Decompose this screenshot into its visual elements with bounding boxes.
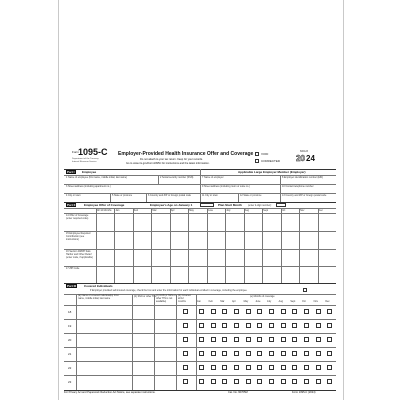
month-coverage-checkbox[interactable] [234, 337, 239, 342]
part2-row-label: 16 Section 4980H Safe Harbor and Other Relief (enter code, if applicable) [66, 250, 93, 259]
part1-divider [200, 169, 201, 202]
part2-entry-cell[interactable] [208, 232, 224, 246]
month-coverage-checkbox[interactable] [269, 365, 274, 370]
month-coverage-checkbox[interactable] [199, 365, 204, 370]
part3-month-june: June [255, 300, 261, 303]
month-coverage-checkbox[interactable] [281, 365, 286, 370]
part2-month-apr: Apr [170, 209, 175, 212]
part2-month-sept: Sept [263, 209, 269, 212]
part2-entry-cell[interactable] [97, 214, 113, 228]
month-coverage-checkbox[interactable] [316, 323, 321, 328]
part3-row-number: 22 [68, 366, 72, 370]
form-subtitle-2: Go to www.irs.gov/Form1095C for instructions and the latest information. [126, 162, 210, 165]
part3-row-rule [64, 319, 336, 320]
part2-month-oct: Oct [281, 209, 286, 212]
part2-month-july: July [226, 209, 231, 212]
part2-entry-cell[interactable] [319, 250, 335, 264]
part1-label: Part I [67, 170, 75, 174]
month-coverage-checkbox[interactable] [304, 309, 309, 314]
part2-entry-cell[interactable] [319, 232, 335, 246]
field-2: 2 Social security number (SSN) [160, 176, 194, 179]
covered-all-12-checkbox[interactable] [183, 309, 188, 314]
month-coverage-checkbox[interactable] [234, 379, 239, 384]
covered-all-12-checkbox[interactable] [183, 337, 188, 342]
field-5: 5 State or province [112, 194, 133, 197]
part3-month-jan: Jan [197, 300, 201, 303]
covered-all-12-checkbox[interactable] [183, 379, 188, 384]
month-coverage-checkbox[interactable] [316, 351, 321, 356]
month-coverage-checkbox[interactable] [327, 351, 332, 356]
col-b-header: (b) SSN or other TIN [134, 295, 156, 298]
covered-all-12-checkbox[interactable] [183, 365, 188, 370]
age-input[interactable] [200, 203, 214, 207]
part3-row-rule [64, 333, 336, 334]
month-coverage-checkbox[interactable] [222, 309, 227, 314]
part2-label: Part II [67, 203, 76, 207]
part2-entry-cell[interactable] [263, 250, 279, 264]
part2-entry-cell[interactable] [300, 267, 316, 281]
plan-start-note: (enter 2-digit number): [248, 203, 272, 207]
month-coverage-checkbox[interactable] [269, 323, 274, 328]
part2-entry-cell[interactable] [115, 214, 131, 228]
part2-entry-cell[interactable] [97, 267, 113, 281]
part3-note: If Employer provided self-insured coverage, check the box and enter the information for each individual enrolled in coverage, including the employee. [90, 289, 248, 292]
month-coverage-checkbox[interactable] [269, 379, 274, 384]
month-coverage-checkbox[interactable] [211, 323, 216, 328]
part2-entry-cell[interactable] [208, 214, 224, 228]
part2-entry-cell[interactable] [171, 250, 187, 264]
part2-entry-cell[interactable] [282, 250, 298, 264]
part3-row-rule [64, 361, 336, 362]
month-coverage-checkbox[interactable] [281, 351, 286, 356]
part2-entry-cell[interactable] [134, 232, 150, 246]
month-coverage-checkbox[interactable] [199, 379, 204, 384]
col-e-header: (e) Months of coverage [250, 295, 275, 298]
part2-entry-cell[interactable] [189, 214, 205, 228]
part3-row-number: 23 [68, 380, 72, 384]
part2-entry-cell[interactable] [245, 232, 261, 246]
month-coverage-checkbox[interactable] [257, 351, 262, 356]
void-label: VOID [261, 152, 269, 156]
year-suffix: 24 [306, 154, 315, 163]
month-coverage-checkbox[interactable] [292, 323, 297, 328]
part3-month-nov: Nov [313, 300, 318, 303]
cat-number: Cat. No. 60705M [228, 391, 248, 394]
month-coverage-checkbox[interactable] [211, 309, 216, 314]
cell-divider [110, 193, 111, 202]
month-coverage-checkbox[interactable] [269, 351, 274, 356]
month-coverage-checkbox[interactable] [269, 337, 274, 342]
month-coverage-checkbox[interactable] [292, 337, 297, 342]
month-coverage-checkbox[interactable] [304, 365, 309, 370]
col-d-header: (d) Covered all 12 months [178, 294, 191, 303]
part2-entry-cell[interactable] [245, 267, 261, 281]
month-coverage-checkbox[interactable] [292, 309, 297, 314]
month-coverage-checkbox[interactable] [199, 351, 204, 356]
part2-entry-cell[interactable] [115, 267, 131, 281]
form-title: Employer-Provided Health Insurance Offer and Coverage [118, 151, 254, 157]
privacy-notice: For Privacy Act and Paperwork Reduction Act Notice, see separate instructions. [64, 391, 156, 394]
month-coverage-checkbox[interactable] [304, 351, 309, 356]
part3-label: Part III [67, 284, 77, 288]
part2-entry-cell[interactable] [171, 214, 187, 228]
month-coverage-checkbox[interactable] [222, 379, 227, 384]
field-6: 6 Country and ZIP or foreign postal code [148, 194, 192, 197]
part1-employer-heading: Applicable Large Employer Member (Employer) [238, 170, 306, 174]
part2-entry-cell[interactable] [134, 250, 150, 264]
month-coverage-checkbox[interactable] [222, 365, 227, 370]
month-coverage-checkbox[interactable] [199, 309, 204, 314]
field-3: 3 Street address (including apartment no.) [66, 185, 111, 188]
part2-entry-cell[interactable] [226, 214, 242, 228]
month-coverage-checkbox[interactable] [211, 379, 216, 384]
month-coverage-checkbox[interactable] [316, 309, 321, 314]
corrected-checkbox[interactable] [255, 159, 259, 163]
month-coverage-checkbox[interactable] [246, 379, 251, 384]
month-coverage-checkbox[interactable] [246, 351, 251, 356]
field-9: 9 Street address (including room or suite no.) [202, 185, 250, 188]
col-c-header: (c) DOB (if SSN or other TIN is not available) [156, 294, 176, 303]
self-insured-checkbox[interactable] [303, 288, 307, 292]
part2-entry-cell[interactable] [226, 232, 242, 246]
part2-row-label: 14 Offer of Coverage (enter required code) [66, 214, 89, 220]
field-1: 1 Name of employee (first name, middle initial, last name) [66, 176, 127, 179]
part2-entry-cell[interactable] [152, 267, 168, 281]
month-coverage-checkbox[interactable] [257, 309, 262, 314]
part3-month-sept: Sept [290, 300, 296, 303]
month-coverage-checkbox[interactable] [281, 323, 286, 328]
part2-month-feb: Feb [133, 209, 139, 212]
part2-entry-cell[interactable] [245, 250, 261, 264]
part2-entry-cell[interactable] [97, 232, 113, 246]
month-coverage-checkbox[interactable] [199, 337, 204, 342]
part3-row-number: 18 [68, 310, 72, 314]
part3-row-rule [64, 305, 336, 306]
month-coverage-checkbox[interactable] [234, 323, 239, 328]
month-coverage-checkbox[interactable] [292, 379, 297, 384]
part2-entry-cell[interactable] [134, 214, 150, 228]
month-coverage-checkbox[interactable] [222, 337, 227, 342]
month-coverage-checkbox[interactable] [234, 365, 239, 370]
form-label: Form [72, 150, 79, 154]
part2-entry-cell[interactable] [208, 250, 224, 264]
part2-month-jan: Jan [115, 209, 120, 212]
part2-entry-cell[interactable] [189, 267, 205, 281]
part2-entry-cell[interactable] [282, 232, 298, 246]
age-label: Employee's Age on January 1 [150, 203, 193, 207]
month-coverage-checkbox[interactable] [211, 351, 216, 356]
part2-entry-cell[interactable] [152, 250, 168, 264]
part2-entry-cell[interactable] [245, 214, 261, 228]
part3-row-rule [64, 347, 336, 348]
month-coverage-checkbox[interactable] [327, 323, 332, 328]
month-coverage-checkbox[interactable] [211, 365, 216, 370]
part3-month-may: May [243, 300, 249, 303]
field-13: 13 Country and ZIP or foreign postal code [282, 194, 327, 197]
col-a-header: (a) Name of covered individual(s) First name, middle initial, last name [78, 294, 119, 300]
field-4: 4 City or town [66, 194, 81, 197]
part2-month-aug: Aug [244, 209, 249, 212]
month-coverage-checkbox[interactable] [304, 337, 309, 342]
part2-entry-cell[interactable] [226, 267, 242, 281]
part2-row-label: 17 ZIP Code [66, 267, 80, 270]
omb-number: 600123 [300, 150, 308, 153]
covered-all-12-checkbox[interactable] [183, 323, 188, 328]
month-coverage-checkbox[interactable] [234, 351, 239, 356]
month-coverage-checkbox[interactable] [292, 351, 297, 356]
part2-month-dec: Dec [318, 209, 323, 212]
form-reference: Form 1095-C (2024) [292, 391, 316, 394]
form-number: 1095-C [78, 147, 108, 157]
part2-entry-cell[interactable] [134, 267, 150, 281]
part3-row-number: 20 [68, 338, 72, 342]
part2-entry-cell[interactable] [152, 214, 168, 228]
cell-divider [158, 175, 159, 184]
month-coverage-checkbox[interactable] [327, 379, 332, 384]
month-coverage-checkbox[interactable] [281, 379, 286, 384]
month-coverage-checkbox[interactable] [246, 309, 251, 314]
part3-month-july: July [267, 300, 272, 303]
part2-entry-cell[interactable] [263, 267, 279, 281]
part3-row-number: 19 [68, 324, 72, 328]
part2-entry-cell[interactable] [115, 232, 131, 246]
part2-entry-cell[interactable] [300, 214, 316, 228]
month-coverage-checkbox[interactable] [304, 379, 309, 384]
dept-label: Department of the Treasury Internal Revenue Service [72, 158, 99, 163]
part3-month-oct: Oct [302, 300, 306, 303]
month-coverage-checkbox[interactable] [292, 365, 297, 370]
month-coverage-checkbox[interactable] [257, 365, 262, 370]
part2-entry-cell[interactable] [282, 214, 298, 228]
part2-entry-cell[interactable] [282, 267, 298, 281]
part2-row-label: 15 Employee Required Contribution (see instructions) [66, 232, 91, 241]
month-coverage-checkbox[interactable] [281, 337, 286, 342]
part2-entry-cell[interactable] [226, 250, 242, 264]
void-checkbox[interactable] [255, 152, 259, 156]
cell-divider [238, 193, 239, 202]
part2-entry-cell[interactable] [263, 232, 279, 246]
field-8: 8 Employer identification number (EIN) [282, 176, 324, 179]
part3-month-apr: Apr [232, 300, 236, 303]
field-7: 7 Name of employer [202, 176, 224, 179]
year-prefix: 20 [296, 154, 305, 163]
part2-month-june: June [207, 209, 213, 212]
part3-month-dec: Dec [325, 300, 330, 303]
plan-start-input[interactable] [276, 203, 286, 207]
part3-row-number: 21 [68, 352, 72, 356]
corrected-label: CORRECTED [261, 159, 281, 163]
part2-entry-cell[interactable] [152, 232, 168, 246]
part2-heading: Employee Offer of Coverage [84, 203, 125, 207]
part3-month-feb: Feb [208, 300, 213, 303]
part2-entry-cell[interactable] [97, 250, 113, 264]
month-coverage-checkbox[interactable] [327, 365, 332, 370]
month-coverage-checkbox[interactable] [316, 365, 321, 370]
month-coverage-checkbox[interactable] [234, 309, 239, 314]
part2-month-mar: Mar [152, 209, 157, 212]
part2-entry-cell[interactable] [189, 232, 205, 246]
plan-start-label: Plan Start Month [218, 203, 242, 207]
field-11: 11 City or town [202, 194, 218, 197]
part2-entry-cell[interactable] [208, 267, 224, 281]
month-coverage-checkbox[interactable] [211, 337, 216, 342]
part1-employee-heading: Employee [82, 170, 97, 174]
part3-month-mar: Mar [220, 300, 225, 303]
part2-entry-cell[interactable] [171, 232, 187, 246]
field-10: 10 Contact telephone number [282, 185, 314, 188]
month-coverage-checkbox[interactable] [281, 309, 286, 314]
part2-entry-cell[interactable] [263, 214, 279, 228]
part2-entry-cell[interactable] [319, 214, 335, 228]
month-coverage-checkbox[interactable] [304, 323, 309, 328]
month-coverage-checkbox[interactable] [246, 365, 251, 370]
part2-entry-cell[interactable] [319, 267, 335, 281]
month-coverage-checkbox[interactable] [257, 379, 262, 384]
part2-entry-cell[interactable] [189, 250, 205, 264]
part3-month-aug: Aug [278, 300, 283, 303]
part3-heading: Covered Individuals [84, 284, 113, 288]
month-coverage-checkbox[interactable] [269, 309, 274, 314]
month-coverage-checkbox[interactable] [199, 323, 204, 328]
month-coverage-checkbox[interactable] [222, 323, 227, 328]
form-subtitle-1: Do not attach to your tax return. Keep for your records. [140, 158, 203, 161]
part3-row-rule [64, 375, 336, 376]
part2-entry-cell[interactable] [115, 250, 131, 264]
month-coverage-checkbox[interactable] [316, 337, 321, 342]
cell-divider [280, 175, 281, 202]
part2-month-nov: Nov [300, 209, 305, 212]
part2-entry-cell[interactable] [300, 250, 316, 264]
part2-all12-header: All 12 Months [97, 209, 112, 212]
month-coverage-checkbox[interactable] [327, 337, 332, 342]
part2-month-may: May [189, 209, 194, 212]
month-coverage-checkbox[interactable] [246, 323, 251, 328]
part2-entry-cell[interactable] [300, 232, 316, 246]
part2-entry-cell[interactable] [171, 267, 187, 281]
month-coverage-checkbox[interactable] [257, 323, 262, 328]
month-coverage-checkbox[interactable] [327, 309, 332, 314]
field-12: 12 State or province [240, 194, 262, 197]
month-coverage-checkbox[interactable] [316, 379, 321, 384]
month-coverage-checkbox[interactable] [257, 337, 262, 342]
cell-divider [146, 193, 147, 202]
month-coverage-checkbox[interactable] [222, 351, 227, 356]
month-coverage-checkbox[interactable] [246, 337, 251, 342]
covered-all-12-checkbox[interactable] [183, 351, 188, 356]
